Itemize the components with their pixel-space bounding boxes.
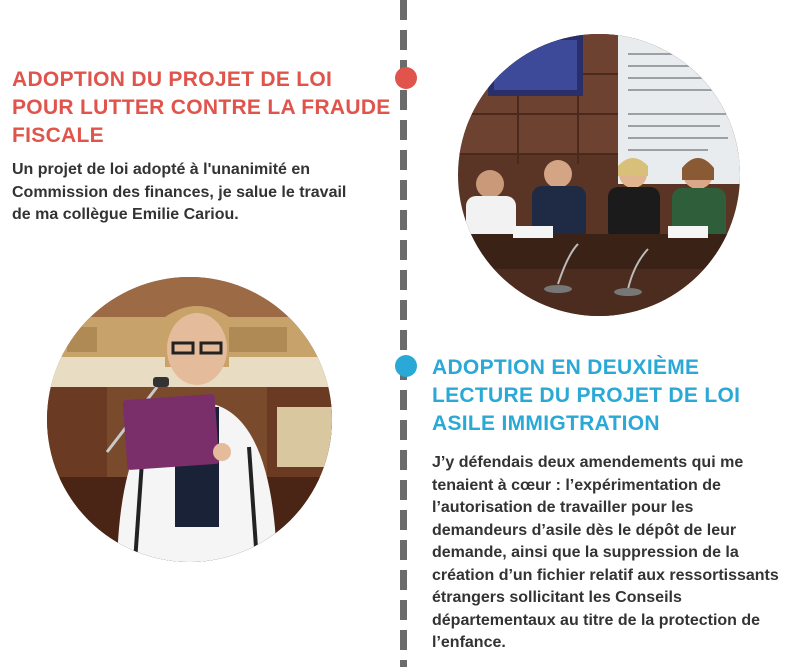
timeline-line [400,0,407,667]
section-2-title: ADOPTION EN DEUXIÈME LECTURE DU PROJET DE LOI ASILE IMMIGTRATION [432,356,741,435]
timeline-dot-red [395,67,417,89]
speaker-photo [47,277,332,562]
section-1-title: ADOPTION DU PROJET DE LOI POUR LUTTER CONTRE LA FRAUDE FISCALE [12,68,391,147]
committee-meeting-photo [458,34,740,316]
section-1-body: Un projet de loi adopté à l'unanimité en Commission des finances, je salue le travail de ma collègue Emilie Cariou. [12,161,347,223]
section-2-body: J’y défendais deux amendements qui me tenaient à cœur : l’expérimentation de l’autorisation de travailler pour les demandeurs d’asile dès le dépôt de leur demande, ainsi que la suppression de la création d’un fichier relatif aux ressortissants étrangers sollicitant les Conseils départementaux au titre de la protection de l’enfance. [432,454,779,651]
timeline-dot-blue [395,355,417,377]
